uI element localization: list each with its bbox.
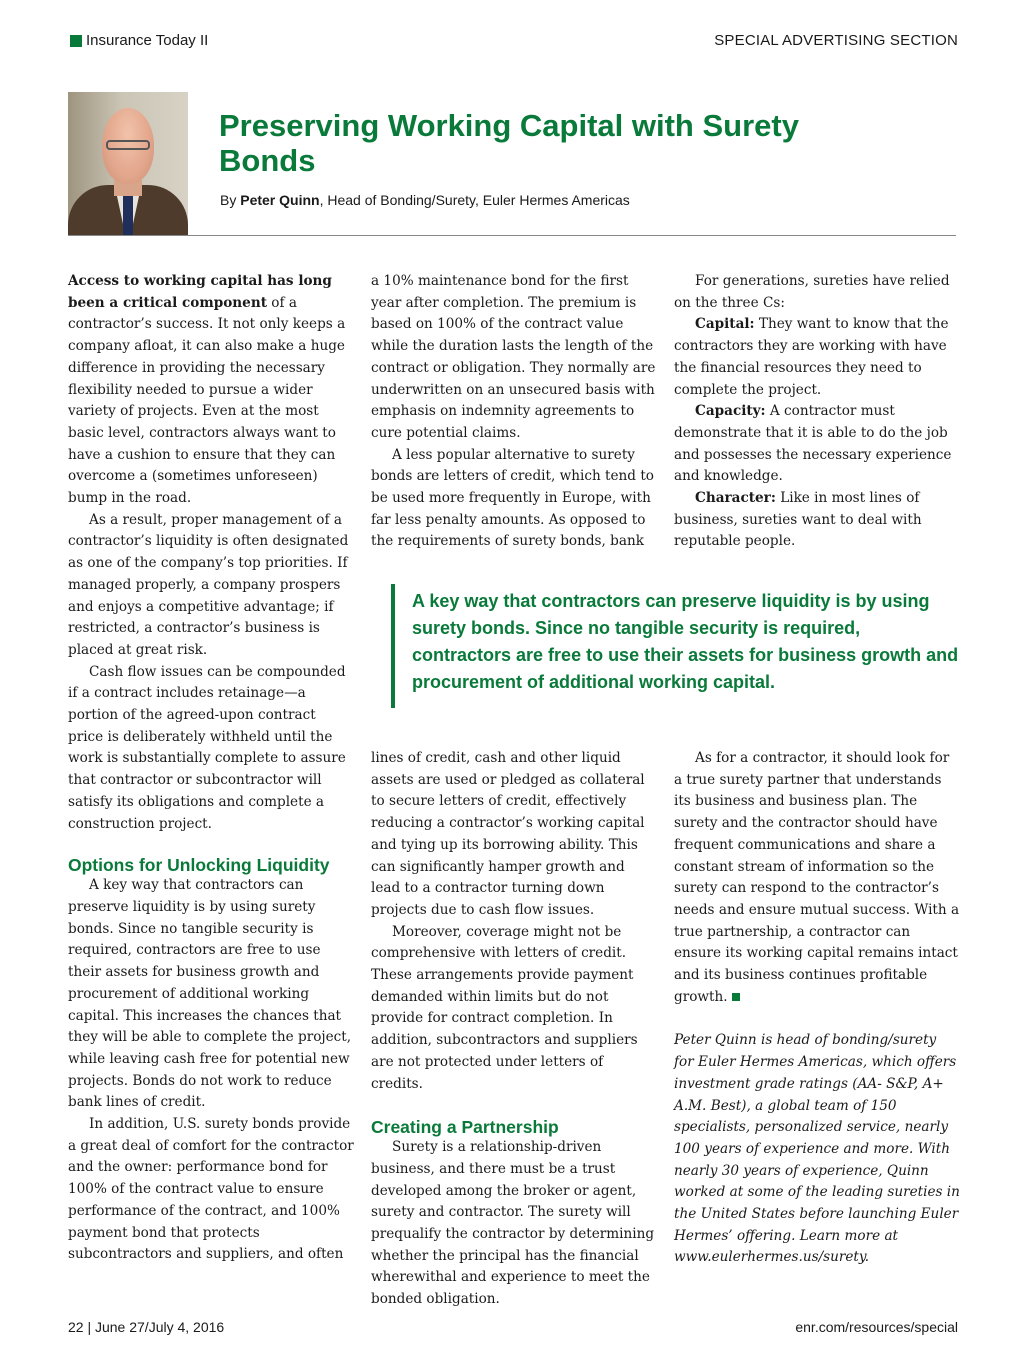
green-square-icon — [70, 35, 82, 47]
lead-text: of a contractor’s success. It not only keeps a company afloat, it can also make a huge difference in providing the necessary flexibility needed to pursue a wider variety of projects. Even at the most basic level, contractors always want to have a cushion to ensure that they can overcome a (sometimes unforeseen) bump in the road. — [68, 294, 346, 507]
character-text: Like in most lines of business, sureties want to deal with reputable people. — [674, 490, 922, 550]
byline — [220, 192, 630, 208]
paragraph: A less popular alternative to surety bonds are letters of credit, which tend to be used more frequently in Europe, with far less penalty amounts. As opposed to the requirements of surety bonds, bank — [371, 446, 654, 550]
author-name: Peter Quinn — [240, 192, 320, 208]
three-cs-character — [674, 488, 960, 553]
subheading-partnership: Creating a Partnership — [371, 1117, 559, 1138]
publication-header — [70, 32, 208, 49]
lead-paragraph — [68, 271, 354, 510]
column-3-bottom — [674, 748, 960, 1269]
column-1 — [68, 271, 354, 1266]
paragraph: For generations, sureties have relied on the three Cs: — [674, 273, 950, 311]
character-label: Character: — [695, 490, 776, 507]
article-title: Preserving Working Capital with Surety Bonds — [219, 108, 799, 178]
publication-name: Insurance Today II — [86, 32, 209, 49]
paragraph: In addition, U.S. surety bonds provide a great deal of comfort for the contractor and the owner: performance bond for 100% of the contract value to ensure performance of the contract, and 100% payment bond that protects subcontractors and suppliers, and often — [68, 1116, 354, 1263]
column-2-top — [371, 271, 657, 553]
column-3-top — [674, 271, 960, 553]
author-bio: Peter Quinn is head of bonding/surety for Euler Hermes Americas, which offers investment grade ratings (AA- S&P, A+ A.M. Best), a global team of 150 specialists, personalized service, nearly 100 years of experience and more. With nearly 30 years of experience, Quinn worked at some of the leading sureties in the United States before launching Euler Hermes’ offering. Learn more at www.eulerhermes.us/surety. — [674, 1032, 960, 1266]
capital-text: They want to know that the contractors they are working with have the financial resources they need to complete the project. — [674, 316, 949, 398]
closing-paragraph — [674, 748, 960, 1008]
end-square-icon — [732, 993, 740, 1001]
author-photo — [68, 92, 188, 235]
paragraph: a 10% maintenance bond for the first year after completion. The premium is based on 100% of the contract value while the duration lasts the length of the contract or obligation. They normally are underwritten on an unsecured basis with emphasis on indemnity agreements to cure potential claims. — [371, 273, 656, 441]
header-divider — [68, 235, 956, 236]
author-role: , Head of Bonding/Surety, Euler Hermes Americas — [319, 192, 630, 208]
closing-text: As for a contractor, it should look for a true surety partner that understands its business and business plan. The surety and the contractor should have frequent communications and share a constant stream of information so the surety can respond to the contractor’s needs and ensure mutual success. With a true partnership, a contractor can ensure its working capital remains intact and its business continues profitable growth. — [674, 750, 960, 1005]
paragraph: A key way that contractors can preserve liquidity is by using surety bonds. Since no tangible security is required, contractors are free to use their assets for business growth and procurement of additional working capital. This increases the chances that they will be able to complete the project, while leaving cash free for potential new projects. Bonds do not work to reduce bank lines of credit. — [68, 877, 352, 1111]
three-cs-capacity — [674, 401, 960, 488]
capital-label: Capital: — [695, 316, 755, 333]
byline-prefix: By — [220, 192, 237, 208]
paragraph: Surety is a relationship-driven business, and there must be a trust developed among the broker or agent, surety and contractor. The surety will prequalify the contractor by determining whether the principal has the financial wherewithal and experience to meet the bonded obligation. — [371, 1139, 655, 1308]
capacity-text: A contractor must demonstrate that it is able to do the job and possesses the necessary experience and knowledge. — [674, 403, 952, 485]
page-info: 22 | June 27/July 4, 2016 — [68, 1319, 225, 1335]
footer-url: enr.com/resources/special — [795, 1319, 958, 1335]
paragraph: Moreover, coverage might not be comprehensive with letters of credit. These arrangements provide payment demanded within limits but do not provide for contract completion. In addition, subcontractors and suppliers are not protected under letters of credits. — [371, 923, 638, 1092]
paragraph: Cash flow issues can be compounded if a contract includes retainage—a portion of the agreed-upon contract price is deliberately withheld until the work is substantially complete to assure that contractor or subcontractor will satisfy its obligations and complete a construction project. — [68, 663, 346, 832]
paragraph: lines of credit, cash and other liquid assets are used or pledged as collateral to secure letters of credit, effectively reducing a contractor’s working capital and tying up its borrowing ability. This can significantly hamper growth and lead to a contractor turning down projects due to cash flow issues. — [371, 750, 645, 918]
column-2-bottom — [371, 748, 657, 1311]
lead-bold: Access to working capital has long been a critical component — [68, 273, 332, 311]
section-label: SPECIAL ADVERTISING SECTION — [714, 32, 958, 49]
pull-quote: A key way that contractors can preserve liquidity is by using surety bonds. Since no tangible security is required, contractors are free to use their assets for business growth and procurement of additional working capital. — [391, 584, 961, 708]
three-cs-capital — [674, 314, 960, 401]
capacity-label: Capacity: — [695, 403, 766, 420]
paragraph: As a result, proper management of a contractor’s liquidity is often designated as one of the company’s top priorities. If managed properly, a company prospers and enjoys a competitive advantage; if restricted, a contractor’s business is placed at great risk. — [68, 511, 349, 658]
subheading-options: Options for Unlocking Liquidity — [68, 855, 330, 876]
